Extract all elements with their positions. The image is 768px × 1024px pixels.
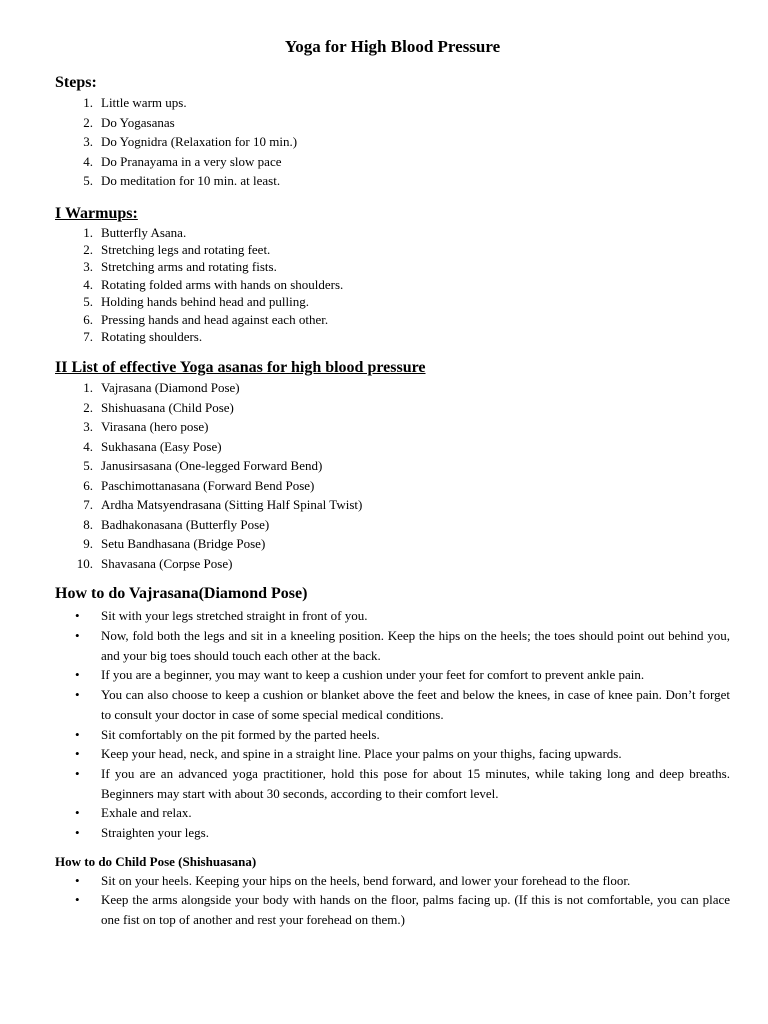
list-item: • Sit on your heels. Keeping your hips on the heels, bend forward, and lower your forehead to the floor. [55, 871, 730, 891]
list-item: • Exhale and relax. [55, 803, 730, 823]
list-item: 1. Vajrasana (Diamond Pose) [83, 380, 240, 396]
list-item: 4. Do Pranayama in a very slow pace [83, 153, 282, 169]
list-item: 1. Butterfly Asana. [83, 224, 187, 240]
list-item: • You can also choose to keep a cushion or blanket above the feet and below the knees, in case of knee pain. Don’t forget to consult your doctor in case of some special medical conditions. [55, 685, 730, 724]
list-item: • If you are a beginner, you may want to keep a cushion under your feet for comfort to prevent ankle pain. [55, 665, 730, 685]
list-item: • Keep the arms alongside your body with hands on the floor, palms facing up. (If this is not comfortable, you can place one fist on top of another and rest your forehead on them.) [55, 890, 730, 929]
list-item: 3. Virasana (hero pose) [83, 419, 209, 435]
list-item: • Straighten your legs. [55, 823, 730, 843]
vajrasana-heading: How to do Vajrasana(Diamond Pose) [55, 585, 308, 603]
list-item: 2. Shishuasana (Child Pose) [83, 399, 234, 415]
vajrasana-bullets [55, 606, 730, 842]
asanas-heading: II List of effective Yoga asanas for high blood pressure [55, 359, 426, 377]
asanas-section [55, 357, 730, 573]
child-pose-bullets [55, 871, 730, 930]
list-item: 6. Pressing hands and head against each other. [83, 311, 329, 327]
list-item: • Sit with your legs stretched straight in front of you. [55, 606, 730, 626]
steps-section [55, 72, 730, 191]
vajrasana-section [55, 583, 730, 842]
child-pose-heading: How to do Child Pose (Shishuasana) [55, 853, 257, 869]
list-item: 5. Janusirsasana (One-legged Forward Bend) [83, 458, 323, 474]
list-item: • Keep your head, neck, and spine in a straight line. Place your palms on your thighs, facing upwards. [55, 744, 730, 764]
list-item: 10. Shavasana (Corpse Pose) [76, 555, 233, 571]
warmups-section [55, 203, 730, 346]
list-item: • If you are an advanced yoga practitioner, hold this pose for about 15 minutes, while taking long and deep breaths. Beginners may start with about 30 seconds, according to their comfort level. [55, 764, 730, 803]
list-item: • Sit comfortably on the pit formed by the parted heels. [55, 725, 730, 745]
steps-heading: Steps: [55, 74, 97, 91]
warmups-heading: I Warmups: [55, 204, 138, 222]
list-item: 3. Stretching arms and rotating fists. [83, 259, 277, 275]
list-item: 2. Stretching legs and rotating feet. [83, 241, 271, 257]
list-item: 2. Do Yogasanas [83, 114, 175, 130]
steps-list [55, 93, 730, 191]
list-item: 9. Setu Bandhasana (Bridge Pose) [83, 536, 266, 552]
document-title: Yoga for High Blood Pressure [284, 37, 501, 56]
list-item: 7. Ardha Matsyendrasana (Sitting Half Spinal Twist) [83, 497, 363, 513]
list-item: 4. Sukhasana (Easy Pose) [83, 438, 222, 454]
warmups-list [55, 224, 730, 346]
child-pose-section [55, 853, 730, 930]
asanas-list [55, 378, 730, 573]
list-item: 3. Do Yognidra (Relaxation for 10 min.) [83, 134, 298, 149]
list-item: 4. Rotating folded arms with hands on shoulders. [83, 276, 344, 292]
list-item: • Now, fold both the legs and sit in a kneeling position. Keep the hips on the heels; the toes should point out behind you, and your big toes should touch each other at the back. [55, 626, 730, 665]
list-item: 8. Badhakonasana (Butterfly Pose) [83, 516, 270, 532]
list-item: 5. Holding hands behind head and pulling. [83, 294, 309, 310]
list-item: 7. Rotating shoulders. [83, 328, 203, 344]
list-item: 6. Paschimottanasana (Forward Bend Pose) [83, 477, 315, 493]
list-item: 1. Little warm ups. [83, 95, 187, 110]
list-item: 5. Do meditation for 10 min. at least. [83, 173, 281, 188]
